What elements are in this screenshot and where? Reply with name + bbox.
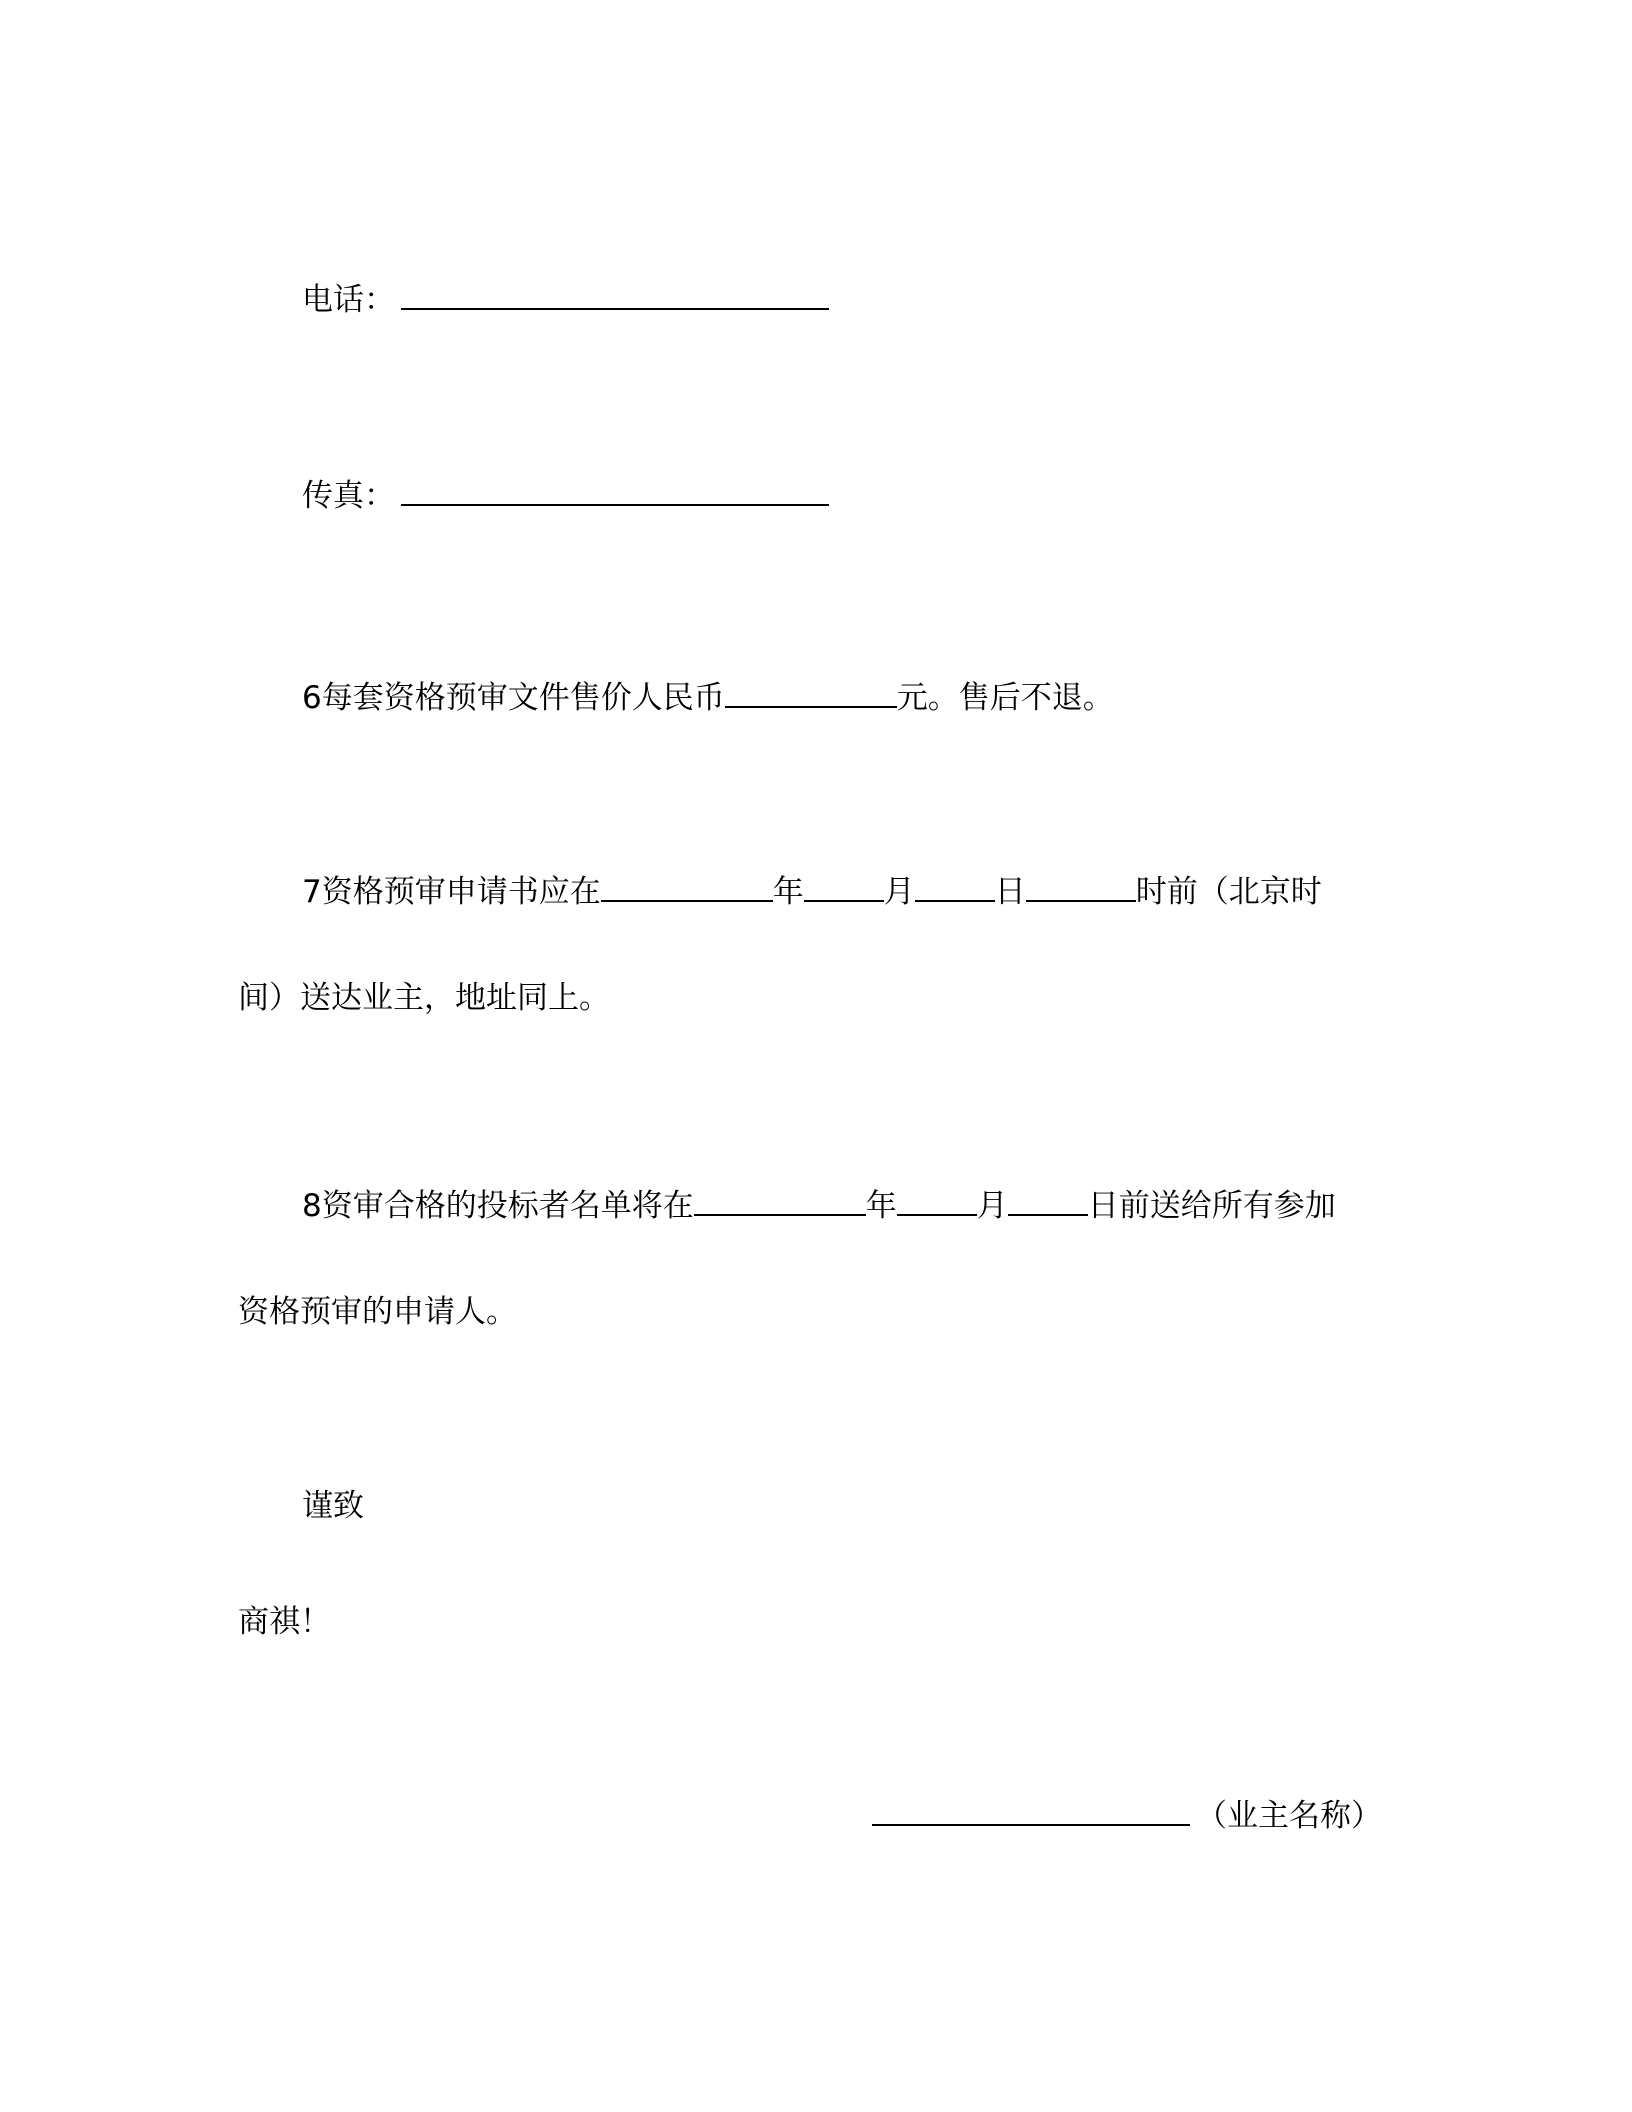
- year-blank[interactable]: [601, 866, 773, 902]
- list-year-blank[interactable]: [694, 1180, 866, 1216]
- item-6-text: 6每套资格预审文件售价人民币: [302, 680, 725, 716]
- list-month-label: 月: [976, 1188, 1008, 1224]
- closing-text-1: 谨致: [302, 1488, 364, 1524]
- phone-blank[interactable]: [401, 274, 829, 310]
- fax-label: 传真：: [302, 478, 395, 514]
- fax-blank[interactable]: [401, 470, 829, 506]
- item-8: [302, 1180, 1336, 1228]
- year-label: 年: [772, 874, 804, 910]
- closing-line-1: [302, 1484, 364, 1528]
- item-7: [302, 866, 1322, 914]
- owner-label: （业主名称）: [1196, 1798, 1382, 1834]
- item-7-continued: [238, 976, 610, 1020]
- item-6-text-after: 元。售后不退。: [896, 680, 1114, 716]
- item-8-cont-text: 资格预审的申请人。: [238, 1294, 517, 1330]
- item-8-text: 8资审合格的投标者名单将在: [302, 1188, 694, 1224]
- item-8-text-after: 日前送给所有参加: [1087, 1188, 1336, 1224]
- owner-signature-line: [872, 1790, 1382, 1838]
- price-blank[interactable]: [725, 672, 897, 708]
- month-label: 月: [883, 874, 915, 910]
- day-blank[interactable]: [915, 866, 995, 902]
- item-8-continued: [238, 1290, 517, 1334]
- list-month-blank[interactable]: [897, 1180, 977, 1216]
- closing-line-2: [238, 1600, 331, 1644]
- phone-label: 电话：: [302, 282, 395, 318]
- phone-line: [302, 274, 829, 322]
- day-label: 日: [994, 874, 1026, 910]
- fax-line: [302, 470, 829, 518]
- item-6: [302, 672, 1114, 720]
- item-7-cont-text: 间）送达业主，地址同上。: [238, 980, 610, 1016]
- closing-text-2: 商祺！: [238, 1604, 331, 1640]
- owner-name-blank[interactable]: [872, 1790, 1190, 1826]
- item-7-text-after: 时前（北京时: [1135, 874, 1322, 910]
- list-day-blank[interactable]: [1008, 1180, 1088, 1216]
- hour-blank[interactable]: [1026, 866, 1136, 902]
- list-year-label: 年: [865, 1188, 897, 1224]
- month-blank[interactable]: [804, 866, 884, 902]
- item-7-text: 7资格预审申请书应在: [302, 874, 601, 910]
